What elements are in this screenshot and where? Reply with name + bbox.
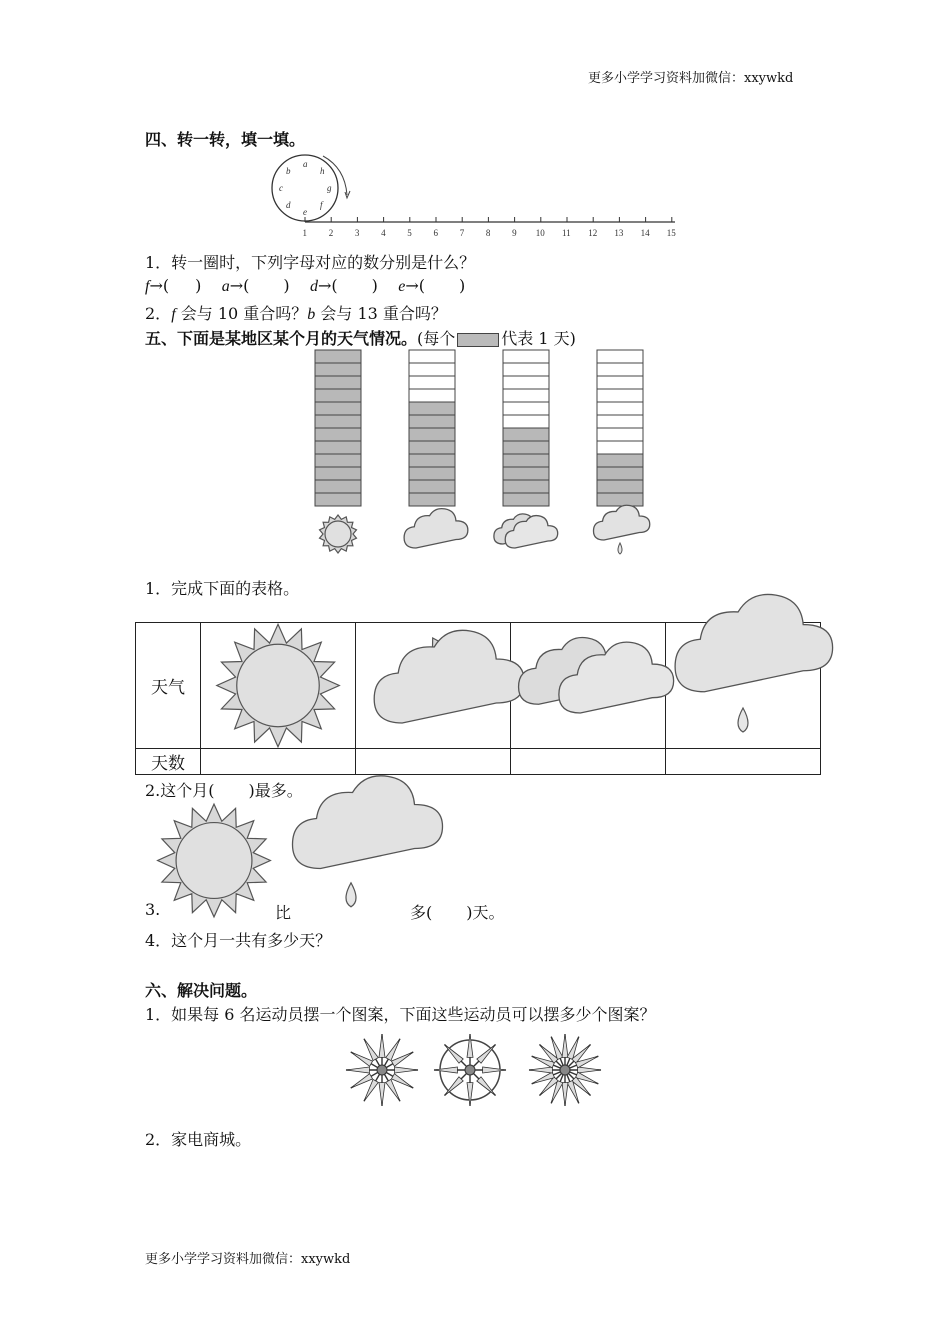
bar-2-cell-11	[503, 493, 549, 506]
days-input-sunny[interactable]	[201, 749, 356, 775]
bar-3-cell-10	[597, 480, 643, 493]
section-4-title: 四、转一转，填一填。	[145, 130, 306, 149]
number-line-tick-3: 3	[354, 228, 360, 238]
s4-q1-items	[145, 276, 465, 296]
number-line-tick-9: 9	[512, 228, 517, 238]
number-line-tick-4: 4	[381, 228, 386, 238]
bar-0-cell-1	[315, 363, 361, 376]
bar-1-icon	[404, 509, 468, 548]
q1-item-d: d→( )	[309, 276, 378, 295]
bar-3-cell-4	[597, 402, 643, 415]
number-line-tick-7: 7	[459, 228, 465, 238]
q1-item-f: f→( )	[145, 276, 202, 295]
q1-item-a: a→( )	[221, 276, 290, 295]
days-input-sun-cloud[interactable]	[356, 749, 511, 775]
s6-question-2: 2．家电商城。	[145, 1130, 252, 1149]
bar-2-cell-10	[503, 480, 549, 493]
bar-1-cell-10	[409, 480, 455, 493]
s5-question-1: 1．完成下面的表格。	[145, 579, 300, 598]
bar-0-cell-0	[315, 350, 361, 363]
athlete-pattern-1	[346, 1034, 418, 1106]
bar-1-cell-6	[409, 428, 455, 441]
bar-3-cell-2	[597, 376, 643, 389]
bar-2-cell-5	[503, 415, 549, 428]
bar-0-cell-2	[315, 376, 361, 389]
q3-sun-icon	[155, 803, 273, 918]
bar-1-cell-1	[409, 363, 455, 376]
number-line-tick-14: 14	[640, 228, 650, 238]
s5-question-2: 2.这个月( )最多。	[145, 781, 303, 800]
number-line-tick-12: 12	[588, 228, 598, 238]
bar-0-cell-11	[315, 493, 361, 506]
bar-1-cell-9	[409, 467, 455, 480]
bar-2-cell-0	[503, 350, 549, 363]
number-line-tick-2: 2	[328, 228, 334, 238]
table-cell-cloudy	[511, 623, 666, 749]
bar-3-cell-11	[597, 493, 643, 506]
bar-3-icon	[594, 505, 650, 554]
bar-0-cell-7	[315, 441, 361, 454]
header-watermark: 更多小学学习资料加微信：xxywkd	[588, 71, 794, 86]
athlete-patterns	[340, 1028, 610, 1120]
bar-0-icon	[320, 515, 357, 553]
bar-3-cell-9	[597, 467, 643, 480]
bar-1-cell-11	[409, 493, 455, 506]
number-line-tick-15: 15	[666, 228, 676, 238]
bar-3-cell-1	[597, 363, 643, 376]
bar-1-cell-3	[409, 389, 455, 402]
rotating-circle-figure	[265, 150, 685, 242]
bar-0-cell-5	[315, 415, 361, 428]
bar-2-cell-7	[503, 441, 549, 454]
section-5-title: 五、下面是某地区某个月的天气情况。	[145, 329, 418, 348]
number-line-tick-13: 13	[614, 228, 624, 238]
s6-question-1: 1．如果每 6 名运动员摆一个图案，下面这些运动员可以摆多少个图案？	[145, 1005, 656, 1024]
bar-3-cell-3	[597, 389, 643, 402]
bar-1-cell-2	[409, 376, 455, 389]
bar-3-cell-0	[597, 350, 643, 363]
bar-2-icon	[494, 514, 558, 548]
athlete-pattern-3	[529, 1034, 601, 1106]
bar-1-cell-4	[409, 402, 455, 415]
circle-letter-a: a	[303, 159, 308, 169]
bar-0-cell-6	[315, 428, 361, 441]
bar-1-cell-5	[409, 415, 455, 428]
number-line-tick-11: 11	[562, 228, 571, 238]
number-line-tick-6: 6	[433, 228, 438, 238]
q3-rain-icon	[290, 808, 412, 918]
circle-letter-h: h	[319, 166, 325, 177]
circle-letter-b: b	[286, 166, 291, 177]
number-line-tick-5: 5	[407, 228, 412, 238]
table-label-weather: 天气	[136, 623, 201, 749]
bar-2-cell-2	[503, 376, 549, 389]
days-input-cloudy[interactable]	[511, 749, 666, 775]
bar-3-cell-6	[597, 428, 643, 441]
bar-2-cell-3	[503, 389, 549, 402]
bar-2-cell-9	[503, 467, 549, 480]
s5-question-4: 4．这个月一共有多少天？	[145, 931, 332, 950]
s5-question-3-bi: 比	[275, 903, 292, 922]
bar-2-cell-1	[503, 363, 549, 376]
number-line-tick-8: 8	[485, 228, 491, 238]
q1-item-e: e→( )	[398, 276, 466, 295]
circle-letter-f: f	[319, 199, 323, 210]
circle-letter-e: e	[303, 207, 307, 217]
section-6-title: 六、解决问题。	[145, 981, 258, 1000]
s5-question-3-rest: 多( )天。	[410, 903, 505, 922]
table-cell-rain	[666, 623, 821, 749]
circle-letter-g: g	[327, 183, 332, 193]
bar-2-cell-8	[503, 454, 549, 467]
circle-letter-d: d	[286, 199, 291, 210]
bar-3-cell-7	[597, 441, 643, 454]
bar-3-cell-8	[597, 454, 643, 467]
number-line-tick-1: 1	[302, 228, 307, 238]
bar-0-cell-10	[315, 480, 361, 493]
number-line-tick-10: 10	[535, 228, 545, 238]
circle-letter-c: c	[279, 183, 283, 193]
section-5-title-line: 五、下面是某地区某个月的天气情况。(每个 代表 1 天)	[145, 329, 576, 348]
bar-2-cell-4	[503, 402, 549, 415]
footer-watermark: 更多小学学习资料加微信：xxywkd	[145, 1252, 351, 1267]
table-cell-sun-cloud	[356, 623, 511, 749]
bar-1-cell-8	[409, 454, 455, 467]
s4-question-2: 2．f 会与 10 重合吗？b 会与 13 重合吗？	[145, 304, 447, 323]
athlete-pattern-2	[434, 1034, 506, 1106]
bar-0-cell-9	[315, 467, 361, 480]
weather-table	[135, 622, 821, 775]
bar-1-cell-0	[409, 350, 455, 363]
bar-2-cell-6	[503, 428, 549, 441]
legend-cell	[457, 333, 499, 347]
bar-0-cell-8	[315, 454, 361, 467]
bar-3-cell-5	[597, 415, 643, 428]
bar-0-cell-3	[315, 389, 361, 402]
s5-question-3-num: 3.	[145, 900, 161, 919]
days-input-rain[interactable]	[666, 749, 821, 775]
table-label-days: 天数	[136, 749, 201, 775]
bar-0-cell-4	[315, 402, 361, 415]
bar-1-cell-7	[409, 441, 455, 454]
weather-bar-chart	[300, 348, 660, 560]
s4-question-1: 1．转一圈时，下列字母对应的数分别是什么？	[145, 253, 476, 272]
table-cell-sunny	[201, 623, 356, 749]
